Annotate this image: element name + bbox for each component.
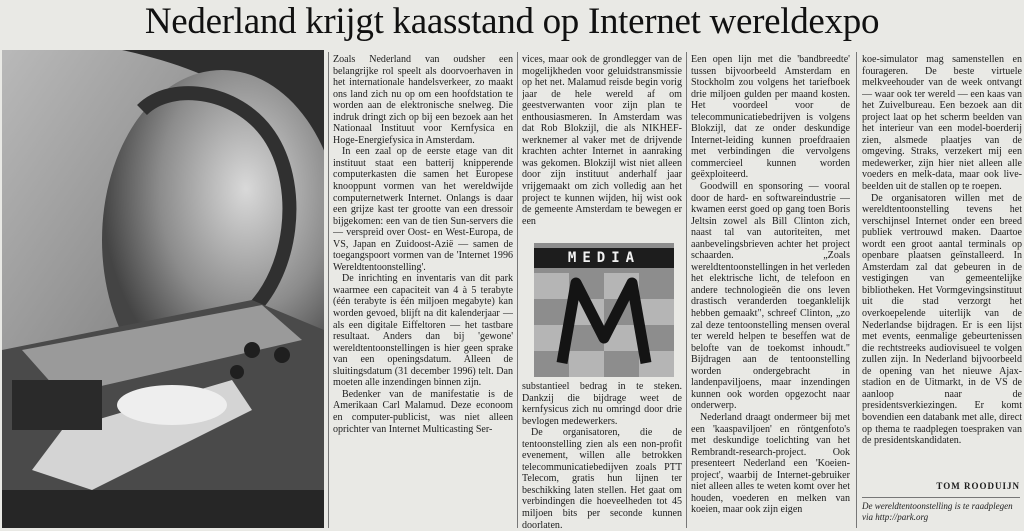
paragraph: De organisatoren, die de tentoonstelling zien als een non-profit evenement, willen alle betrokken telecommunicatiebedijven zoals PTT Telecom, gratis hun lijnen ter beschikking laten stellen. Het gaat om verbindingen die hoeveelheden tot 45 miljoen bits per seconde kunnen doorlaten. <box>522 427 682 529</box>
paragraph: Goodwill en sponsoring — vooral door de hard- en softwareindustrie — kwamen eerst goed op gang toen Boris Jeltsin zowel als Bill Clinton zich, naast tal van autoriteiten, met aanbevelingsbrieven achter het project schaarden. „Zoals wereldtentoonstellingen in het verleden het elektrische licht, de telefoon en andere technologieën die ons leven drastisch veranderden toeganklelijk hebben gemaakt", schreef Clinton, „zo zal deze tentoonstelling mensen overal ter wereld helpen te beseffen wat de belofte van de toekomst inhoudt." Bijdragen aan de tentoonstelling worden ondergebracht in landenpaviljoens, maar inzendingen kunnen ook worden opgezocht naar onderwerp. <box>691 181 850 412</box>
paragraph: In een zaal op de eerste etage van dit instituut staat een batterij knipperende computerkasten die samen het Europese knooppunt vormen van het wereldwijde computernetwerk Internet. Onlangs is daar een grijze kast ter grootte van een dressoir bijgekomen: een van de tien Sun-servers die — verspreid over Oost- en West-Europa, de VS, Japan en Zuidoost-Azië — samen de toegangspoort vormen van de 'Internet 1996 Wereldtentoonstelling'. <box>333 146 513 273</box>
article-column-4 <box>862 54 1022 476</box>
column-rule <box>328 52 329 528</box>
article-column-2-bottom <box>522 381 682 529</box>
byline: TOM ROODUIJN <box>936 481 1020 491</box>
paragraph: De inrichting en inventaris van dit park waarmee een capaciteit van 4 à 5 terabyte (één terabyte is één miljoen megabyte) kan worden gevoed, blijft na dit kalenderjaar — als een digitale Eiffeltoren — het tastbare resultaat. Anders dan bij 'gewone' wereldtentoonstellingen is hier geen sprake van een openingsdatum. Alleen de sluitingsdatum (31 december 1996) telt. Dan moeten alle inzendingen binnen zijn. <box>333 273 513 389</box>
paragraph: De organisatoren willen met de wereldtentoonstelling tevens het verschijnsel Internet onder een breed publiek vertrouwd maken. Daartoe wordt een groot aantal terminals op openbare plaatsen geïnstalleerd. In Amsterdam zal dat gebeuren in de vestigingen van gemeentelijke bibliotheken. Het Vormgevingsinstituut uit die stad verzorgt het overkoepelende uiterlijk van de Nederlandse bijdragen. Er is een lijst met events, eenmalige gebeurtenissen die rechtstreeks audiovisueel te volgen zullen zijn. In Nederland bijvoorbeeld de opening van het nieuwe Ajax-stadion en de Uitmarkt, in de VS de aanloop naar de presidentsverkiezingen. Er komt bovendien een databank met alle, direct op thema te raadplegen toespraken van de presidentskandidaten. <box>862 192 1022 447</box>
article-column-1 <box>333 54 513 530</box>
paragraph: Zoals Nederland van oudsher een belangrijke rol speelt als doorvoerhaven in het internationale handelsverkeer, zo maakt ons land zich nu op om een hoofdstation te worden aan de elektronische snelweg. Die indruk dringt zich op bij een bezoek aan het Nationaal Instituut voor Kernfysica en Hoge-Energiefysica in Amsterdam. <box>333 54 513 146</box>
paragraph: vices, maar ook de grondlegger van de mogelijkheden voor geluidstransmissie op het net. Malamud reisde begin vorig jaar de hele wereld af om geestverwanten voor zijn plan te enthousiasmeren. In Amsterdam was dat Rob Blokzijl, die als NIKHEF-werknemer al vaker met de drijvende krachten achter Internet in aanraking was gekomen. Blokzijl wist niet alleen door zijn instituut anderhalf jaar vrijgemaakt om zich volledig aan het project te kunnen wijden, hij wist ook de gemeente Amsterdam te bewegen er een <box>522 54 682 227</box>
paragraph: Nederland draagt ondermeer bij met een 'kaaspaviljoen' en röntgenfoto's met deskundige toelichting van het Rembrandt-research-project. Ook presenteert Nederland een 'Koeien-project', waarbij de Internet-gebruiker niet alleen alles te weten komt over het houden, voederen en melken van koeien, maar ook zijn eigen <box>691 411 850 516</box>
media-label: MEDIA <box>534 248 674 268</box>
article-column-2-top <box>522 54 682 240</box>
media-logo <box>534 243 674 377</box>
column-rule <box>517 52 518 528</box>
paragraph: substantieel bedrag in te steken. Dankzij die bijdrage weet de kernfysicus zich nu omringd door drie bevlogen medewerkers. <box>522 381 682 427</box>
paragraph: Een open lijn met die 'bandbreedte' tussen bijvoorbeeld Amsterdam en Stockholm zou volgens het tariefboek drie miljoen gulden per maand kosten. Het voordeel voor de telecommunicatiebedrijven is volgens Blokzijl, dat ze onder deskundige Internet-leiding kunnen proefdraaien met verbindingen die vervolgens commercieel kunnen worden geëxploiteerd. <box>691 54 850 181</box>
photo-illustration <box>2 50 324 528</box>
caption: De wereldtentoonstelling is te raadplegen via http://park.org <box>862 501 1013 522</box>
headline: Nederland krijgt kaasstand op Internet wereldexpo <box>144 1 880 42</box>
caption-rule <box>862 497 1020 498</box>
article-photo <box>2 50 324 528</box>
paragraph: koe-simulator mag samenstellen en fourageren. De beste virtuele melkveehouder van de week ontvangt — waar ook ter wereld — een kaas van het Zuivelbureau. Een bezoek aan dit project laat op het scherm beelden van het interieur van een model-boerderij zien, alsmede plaatjes van de omgeving. Straks, verzekert mij een medewerker, zijn hier niet alleen alle voeders en melk-data, maar ook live-beelden uit de stallen op te roepen. <box>862 54 1022 193</box>
column-rule <box>856 52 857 528</box>
article-column-3 <box>691 54 850 530</box>
paragraph: Bedenker van de manifestatie is de Amerikaan Carl Malamud. Deze econoom en computer-publicist, was niet alleen oprichter van Internet Multicasting Ser- <box>333 388 513 435</box>
column-rule <box>686 52 687 528</box>
